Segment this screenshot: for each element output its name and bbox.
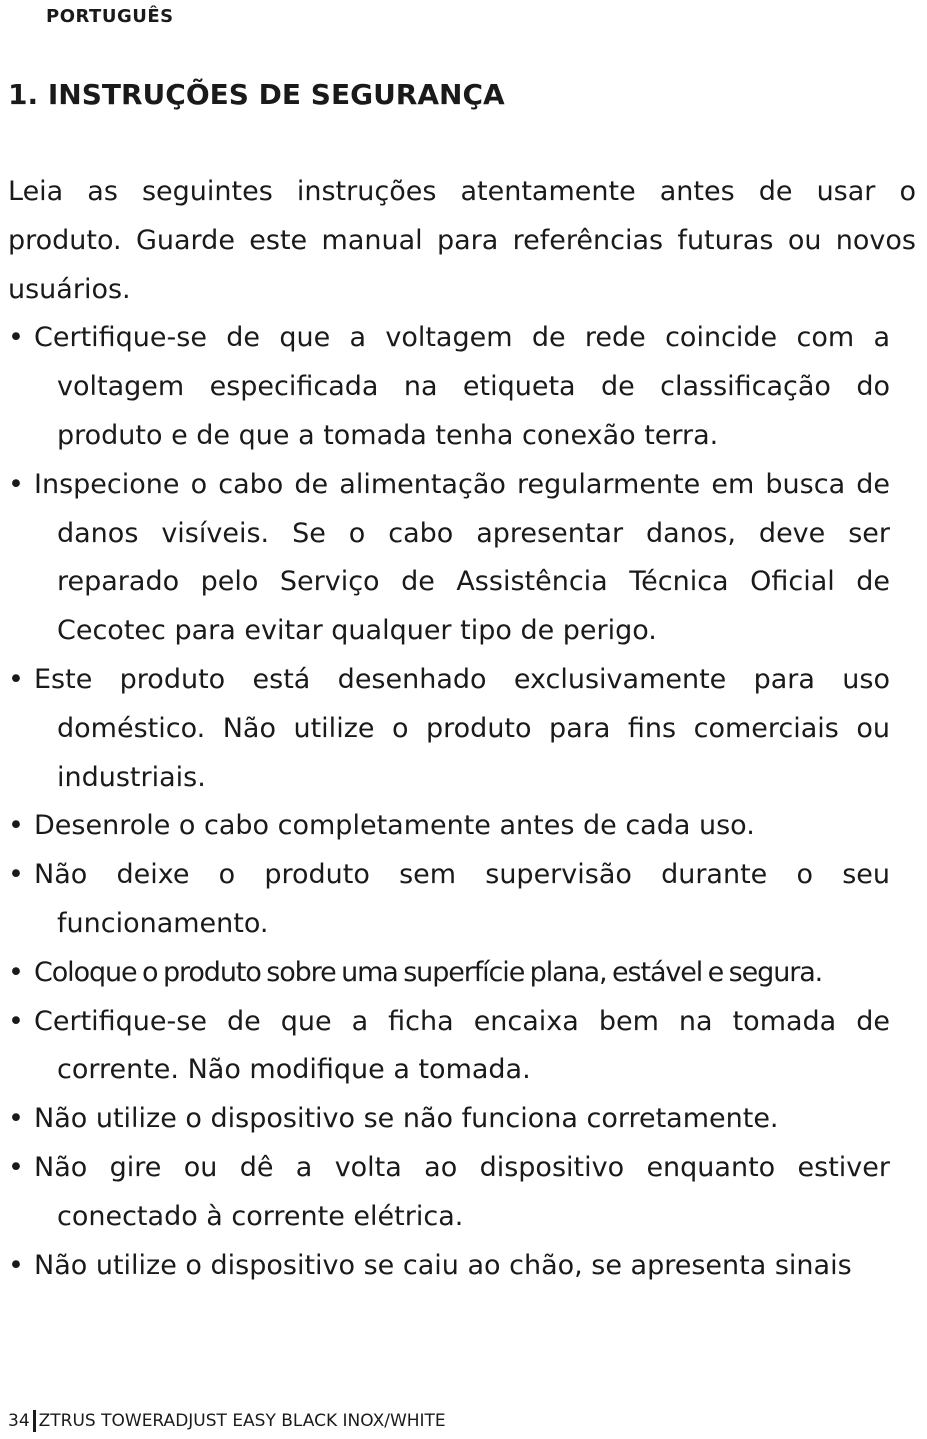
bullet-icon: • [8, 810, 24, 842]
list-item [8, 851, 916, 949]
bullet-icon: • [8, 956, 23, 988]
list-item [8, 949, 916, 998]
bullet-icon: • [8, 1005, 24, 1037]
list-item [8, 1242, 916, 1291]
bullet-icon: • [8, 468, 24, 500]
product-name: ZTRUS TOWERADJUST EASY BLACK INOX/WHITE [38, 1411, 446, 1431]
list-item-text: Não gire ou dê a volta ao dispositivo enquanto estiver conectado à corrente elétrica. [34, 1151, 890, 1232]
list-item [8, 998, 916, 1096]
safety-instructions [8, 168, 916, 1290]
section-title: 1. INSTRUÇÕES DE SEGURANÇA [8, 78, 505, 111]
list-item-text: Coloque o produto sobre uma superfície plana, estável e segura. [34, 956, 823, 988]
list-item [8, 656, 916, 802]
bullet-icon: • [8, 1103, 24, 1135]
list-item-text: Certifique-se de que a ficha encaixa bem na tomada de corrente. Não modifique a tomada. [34, 1005, 890, 1086]
list-item-text: Este produto está desenhado exclusivamente para uso doméstico. Não utilize o produto para fins comerciais ou industriais. [34, 663, 890, 793]
bullet-icon: • [8, 1151, 24, 1183]
list-item [8, 461, 916, 656]
intro-paragraph: Leia as seguintes instruções atentamente antes de usar o produto. Guarde este manual para referências futuras ou novos usuários. [8, 176, 916, 305]
list-item-text: Não deixe o produto sem supervisão durante o seu funcionamento. [34, 859, 890, 939]
instructions-list [8, 314, 916, 1290]
list-item [8, 314, 916, 460]
page-footer [8, 1410, 446, 1432]
bullet-icon: • [8, 1249, 24, 1281]
list-item [8, 1095, 916, 1144]
page-number: 34 [8, 1411, 30, 1431]
list-item-text: Não utilize o dispositivo se não funciona corretamente. [34, 1103, 779, 1135]
bullet-icon: • [8, 859, 24, 891]
list-item-text: Certifique-se de que a voltagem de rede coincide com a voltagem especificada na etiqueta de classificação do produto e de que a tomada tenha conexão terra. [34, 322, 890, 451]
list-item-text: Inspecione o cabo de alimentação regularmente em busca de danos visíveis. Se o cabo apresentar danos, deve ser reparado pelo Serviço de Assistência Técnica Oficial de Cecotec para evitar qualquer tipo de perigo. [34, 468, 890, 647]
language-label: PORTUGUÊS [46, 6, 174, 27]
list-item [8, 1144, 916, 1242]
list-item-text: Não utilize o dispositivo se caiu ao chão, se apresenta sinais [34, 1249, 852, 1281]
bullet-icon: • [8, 322, 24, 354]
list-item [8, 802, 916, 851]
footer-divider [33, 1410, 36, 1432]
list-item-text: Desenrole o cabo completamente antes de cada uso. [34, 810, 755, 842]
bullet-icon: • [8, 663, 24, 695]
